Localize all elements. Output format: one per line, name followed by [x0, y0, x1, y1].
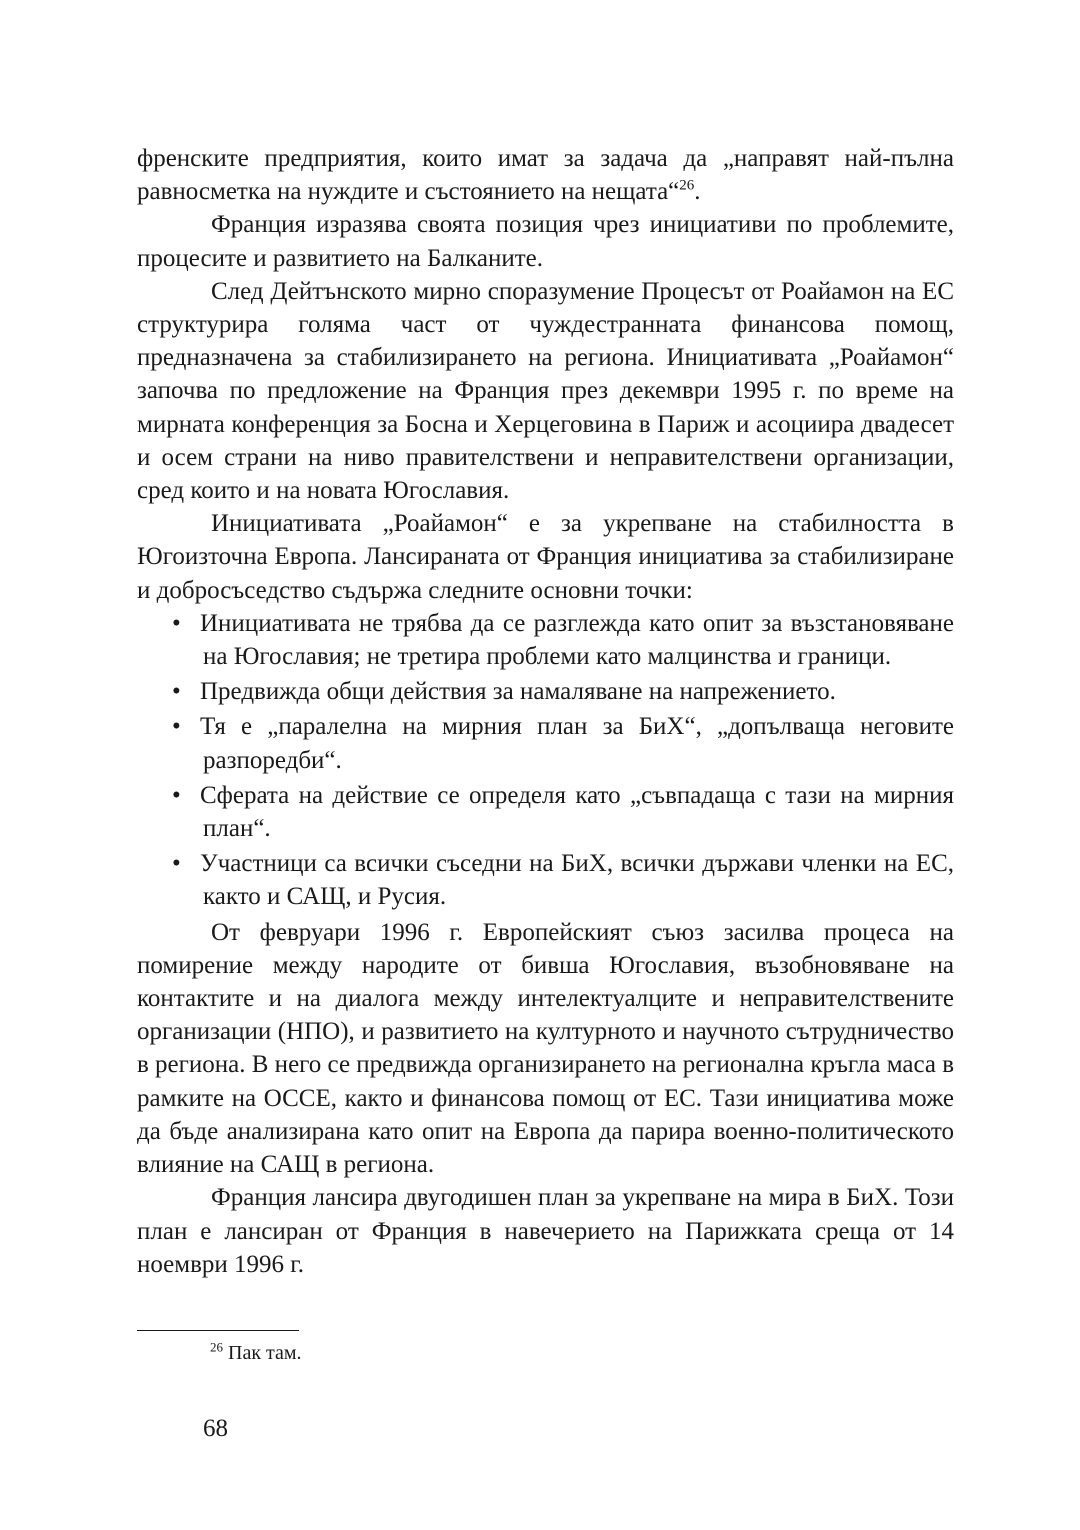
- bullet-icon: •: [172, 781, 181, 809]
- list-item-text: Инициативата не трябва да се разглежда като опит за възстановяване на Югославия; не третира проблеми като малцинства и граници.: [200, 609, 954, 671]
- paragraph-royaumont-initiative: Инициативата „Роайамон“ е за укрепване на стабилността в Югоизточна Европа. Лансираната от Франция инициатива за стабилизиране и добросъседство съдържа следните основни точки:: [137, 510, 954, 604]
- list-item-text: Тя е „паралелна на мирния план за БиХ“, „допълваща неговите разпоредби“.: [200, 713, 954, 774]
- footnote-number: 26: [210, 1339, 223, 1355]
- page-body: [137, 142, 954, 1281]
- page-number: 68: [203, 1415, 228, 1442]
- footnote-reference[interactable]: 26: [679, 177, 695, 194]
- bullet-icon: •: [172, 678, 181, 706]
- list-item: [137, 607, 954, 673]
- bullet-icon: •: [172, 713, 181, 741]
- paragraph-royaumont-process: След Дейтънското мирно споразумение Процесът от Роайамон на ЕС структурира голяма част от чуждестранната финансова помощ, предназначена за стабилизирането на региона. Инициативата „Роайамон“ започва по предложение на Франция през декември 1995 г. по време на мирната конференция за Босна и Херцеговина в Париж и асоциира двадесет и осем страни на ниво правителствени и неправителствени организации, сред които и на новата Югославия.: [137, 277, 954, 505]
- paragraph-two-year-plan: Франция лансира двугодишен план за укрепване на мира в БиХ. Този план е лансиран от Франция в навечерието на Парижката среща от 14 ноември 1996 г.: [137, 1184, 954, 1278]
- footnote: [210, 1340, 302, 1366]
- list-item-text: Участници са всички съседни на БиХ, всички държави членки на ЕС, както и САЩ, и Русия.: [200, 850, 954, 911]
- footnote-divider: [137, 1330, 299, 1331]
- list-item-text: Сферата на действие се определя като „съвпадаща с тази на мирния план“.: [200, 781, 954, 843]
- bullet-icon: •: [172, 609, 181, 637]
- paragraph-france-position: Франция изразява своята позиция чрез инициативи по проблемите, процесите и развитието на Балканите.: [137, 211, 954, 272]
- list-item: [137, 779, 954, 845]
- paragraph-text: френските предприятия, които имат за задача да „направят най-пълна равносметка на нуждите и състоянието на нещата“: [137, 145, 954, 206]
- bullet-icon: •: [172, 850, 181, 878]
- footnote-text: Пак там.: [228, 1342, 302, 1364]
- list-item: [137, 675, 954, 708]
- paragraph-end-punctuation: .: [694, 178, 701, 206]
- paragraph-eu-reconciliation: От февруари 1996 г. Европейският съюз засилва процеса на помирение между народите от бивша Югославия, възобновяване на контактите и на диалога между интелектуалците и неправителствените организации (НПО), и развитието на културното и научното сътрудничество в региона. В него се предвижда организирането на регионална кръгла маса в рамките на ОССЕ, както и финансова помощ от ЕС. Тази инициатива може да бъде анализирана като опит на Европа да парира военно-политическото влияние на САЩ в региона.: [137, 918, 954, 1179]
- initiative-points-list: [137, 607, 954, 914]
- list-item: [137, 847, 954, 913]
- paragraph-continuation: [137, 142, 954, 208]
- list-item: [137, 710, 954, 776]
- list-item-text: Предвижда общи действия за намаляване на напрежението.: [200, 678, 836, 706]
